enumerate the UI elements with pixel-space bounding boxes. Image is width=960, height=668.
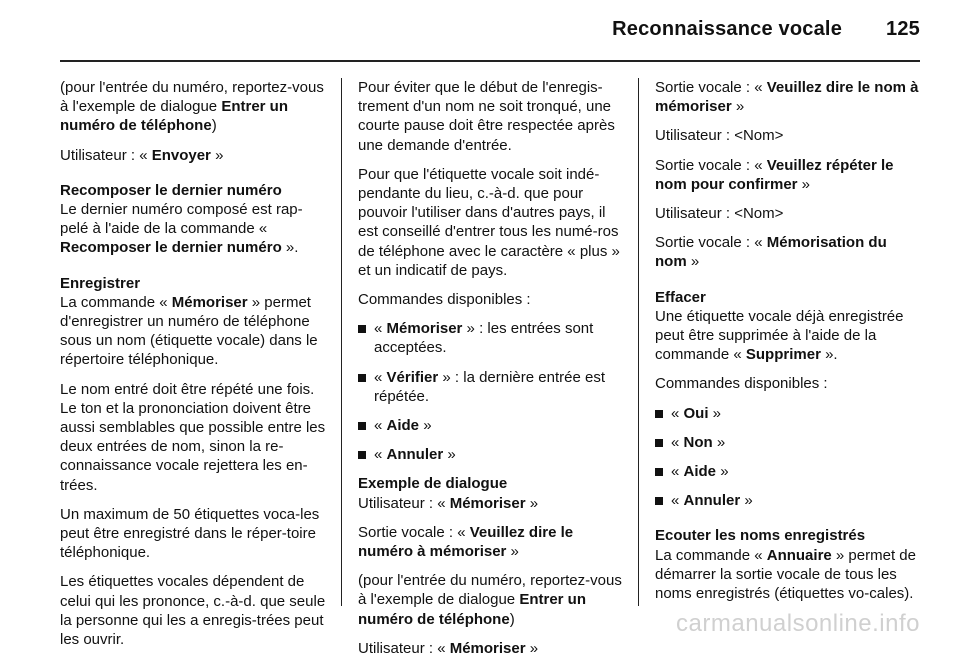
paragraph: Sortie vocale : « Veuillez dire le nom à mémoriser » xyxy=(655,79,919,116)
paragraph: Une étiquette vocale déjà enregistrée peut être supprimée à l'aide de la commande « Supprimer ». xyxy=(655,307,904,364)
paragraph: Sortie vocale : « Veuillez dire le numéro à mémoriser » xyxy=(358,523,574,561)
paragraph: (pour l'entrée du numéro, reportez-vous à l'exemple de dialogue Entrer un numéro de téléphone) xyxy=(358,572,622,628)
list-item: « Oui » xyxy=(655,404,921,423)
list-item: « Non » xyxy=(655,433,921,452)
section-heading: Effacer xyxy=(655,288,706,306)
section-heading: Recomposer le dernier numéro xyxy=(60,181,282,199)
column-1 xyxy=(60,78,326,659)
paragraph: Utilisateur : <Nom> xyxy=(655,127,784,145)
column-2 xyxy=(358,78,624,668)
bullet-icon xyxy=(655,439,663,447)
section-listen xyxy=(655,526,921,603)
paragraph: Les étiquettes vocales dépendent de celui qui les prononce, c.-à-d. que seule la personne qui les a enregis-trées peut les ouvrir. xyxy=(60,573,326,649)
section-heading: Ecouter les noms enregistrés xyxy=(655,527,866,545)
paragraph: Commandes disponibles : xyxy=(358,291,531,309)
paragraph: Pour éviter que le début de l'enregis-trement d'un nom ne soit tronqué, une courte pause doit être respectée après une demande d'entrée. xyxy=(358,79,615,154)
paragraph: La commande « Annuaire » permet de démarrer la sortie vocale de tous les noms enregistrés (étiquettes vo-cales). xyxy=(655,546,916,603)
command-list xyxy=(358,319,624,464)
watermark: carmanualsonline.info xyxy=(676,610,920,637)
paragraph: Un maximum de 50 étiquettes voca-les peut être enregistré dans le réper-toire téléphonique. xyxy=(60,505,320,562)
section-save xyxy=(60,274,326,650)
section-heading: Enregistrer xyxy=(60,274,141,292)
column-3 xyxy=(655,78,921,613)
paragraph: Utilisateur : « Envoyer » xyxy=(60,146,224,164)
list-item: « Aide » xyxy=(358,416,624,435)
page-header xyxy=(612,18,920,41)
paragraph: Le dernier numéro composé est rap-pelé à l'aide de la commande « Recomposer le dernier numéro ». xyxy=(60,201,303,257)
list-item: « Vérifier » : la dernière entrée est répétée. xyxy=(358,368,624,406)
list-item: « Aide » xyxy=(655,462,921,481)
bullet-icon xyxy=(655,410,663,418)
bullet-icon xyxy=(358,422,366,430)
bullet-icon xyxy=(358,325,366,333)
bullet-icon xyxy=(358,374,366,382)
list-item: « Annuler » xyxy=(655,491,921,510)
bullet-icon xyxy=(358,451,366,459)
command-list xyxy=(655,404,921,511)
bullet-icon xyxy=(655,468,663,476)
paragraph: Utilisateur : « Mémoriser » xyxy=(358,639,539,657)
bullet-icon xyxy=(655,497,663,505)
paragraph: La commande « Mémoriser » permet d'enregistrer un numéro de téléphone sous un nom (étiquette vocale) dans le répertoire téléphonique. xyxy=(60,293,318,369)
header-rule xyxy=(60,60,920,62)
section-redial xyxy=(60,181,326,258)
section-delete xyxy=(655,288,921,511)
paragraph: Utilisateur : « Mémoriser » xyxy=(358,494,539,512)
page-number: 125 xyxy=(886,18,920,40)
paragraph: (pour l'entrée du numéro, reportez-vous à l'exemple de dialogue Entrer un numéro de téléphone) xyxy=(60,79,324,135)
column-divider xyxy=(638,78,639,606)
paragraph: Sortie vocale : « Mémorisation du nom » xyxy=(655,234,887,271)
list-item: « Annuler » xyxy=(358,445,624,464)
paragraph: Utilisateur : <Nom> xyxy=(655,205,784,223)
page-title: Reconnaissance vocale xyxy=(612,18,843,40)
column-divider xyxy=(341,78,342,606)
paragraph: Le nom entré doit être répété une fois. Le ton et la prononciation doivent être aussi semblables que possible entre les deux entrées de nom, sinon la re-connaissance vocale rejettera les en-trées. xyxy=(60,380,326,494)
paragraph: Commandes disponibles : xyxy=(655,375,828,393)
paragraph: Pour que l'étiquette vocale soit indé-pendante du lieu, c.-à-d. que pour pouvoir l'utiliser dans d'autres pays, il est conseillé d'entrer tous les numé-ros de téléphone avec le caractère « plus » et un indicatif de pays. xyxy=(358,165,620,279)
section-heading: Exemple de dialogue xyxy=(358,475,508,493)
list-item: « Mémoriser » : les entrées sont acceptées. xyxy=(358,319,624,357)
paragraph: Sortie vocale : « Veuillez répéter le nom pour confirmer » xyxy=(655,156,894,193)
